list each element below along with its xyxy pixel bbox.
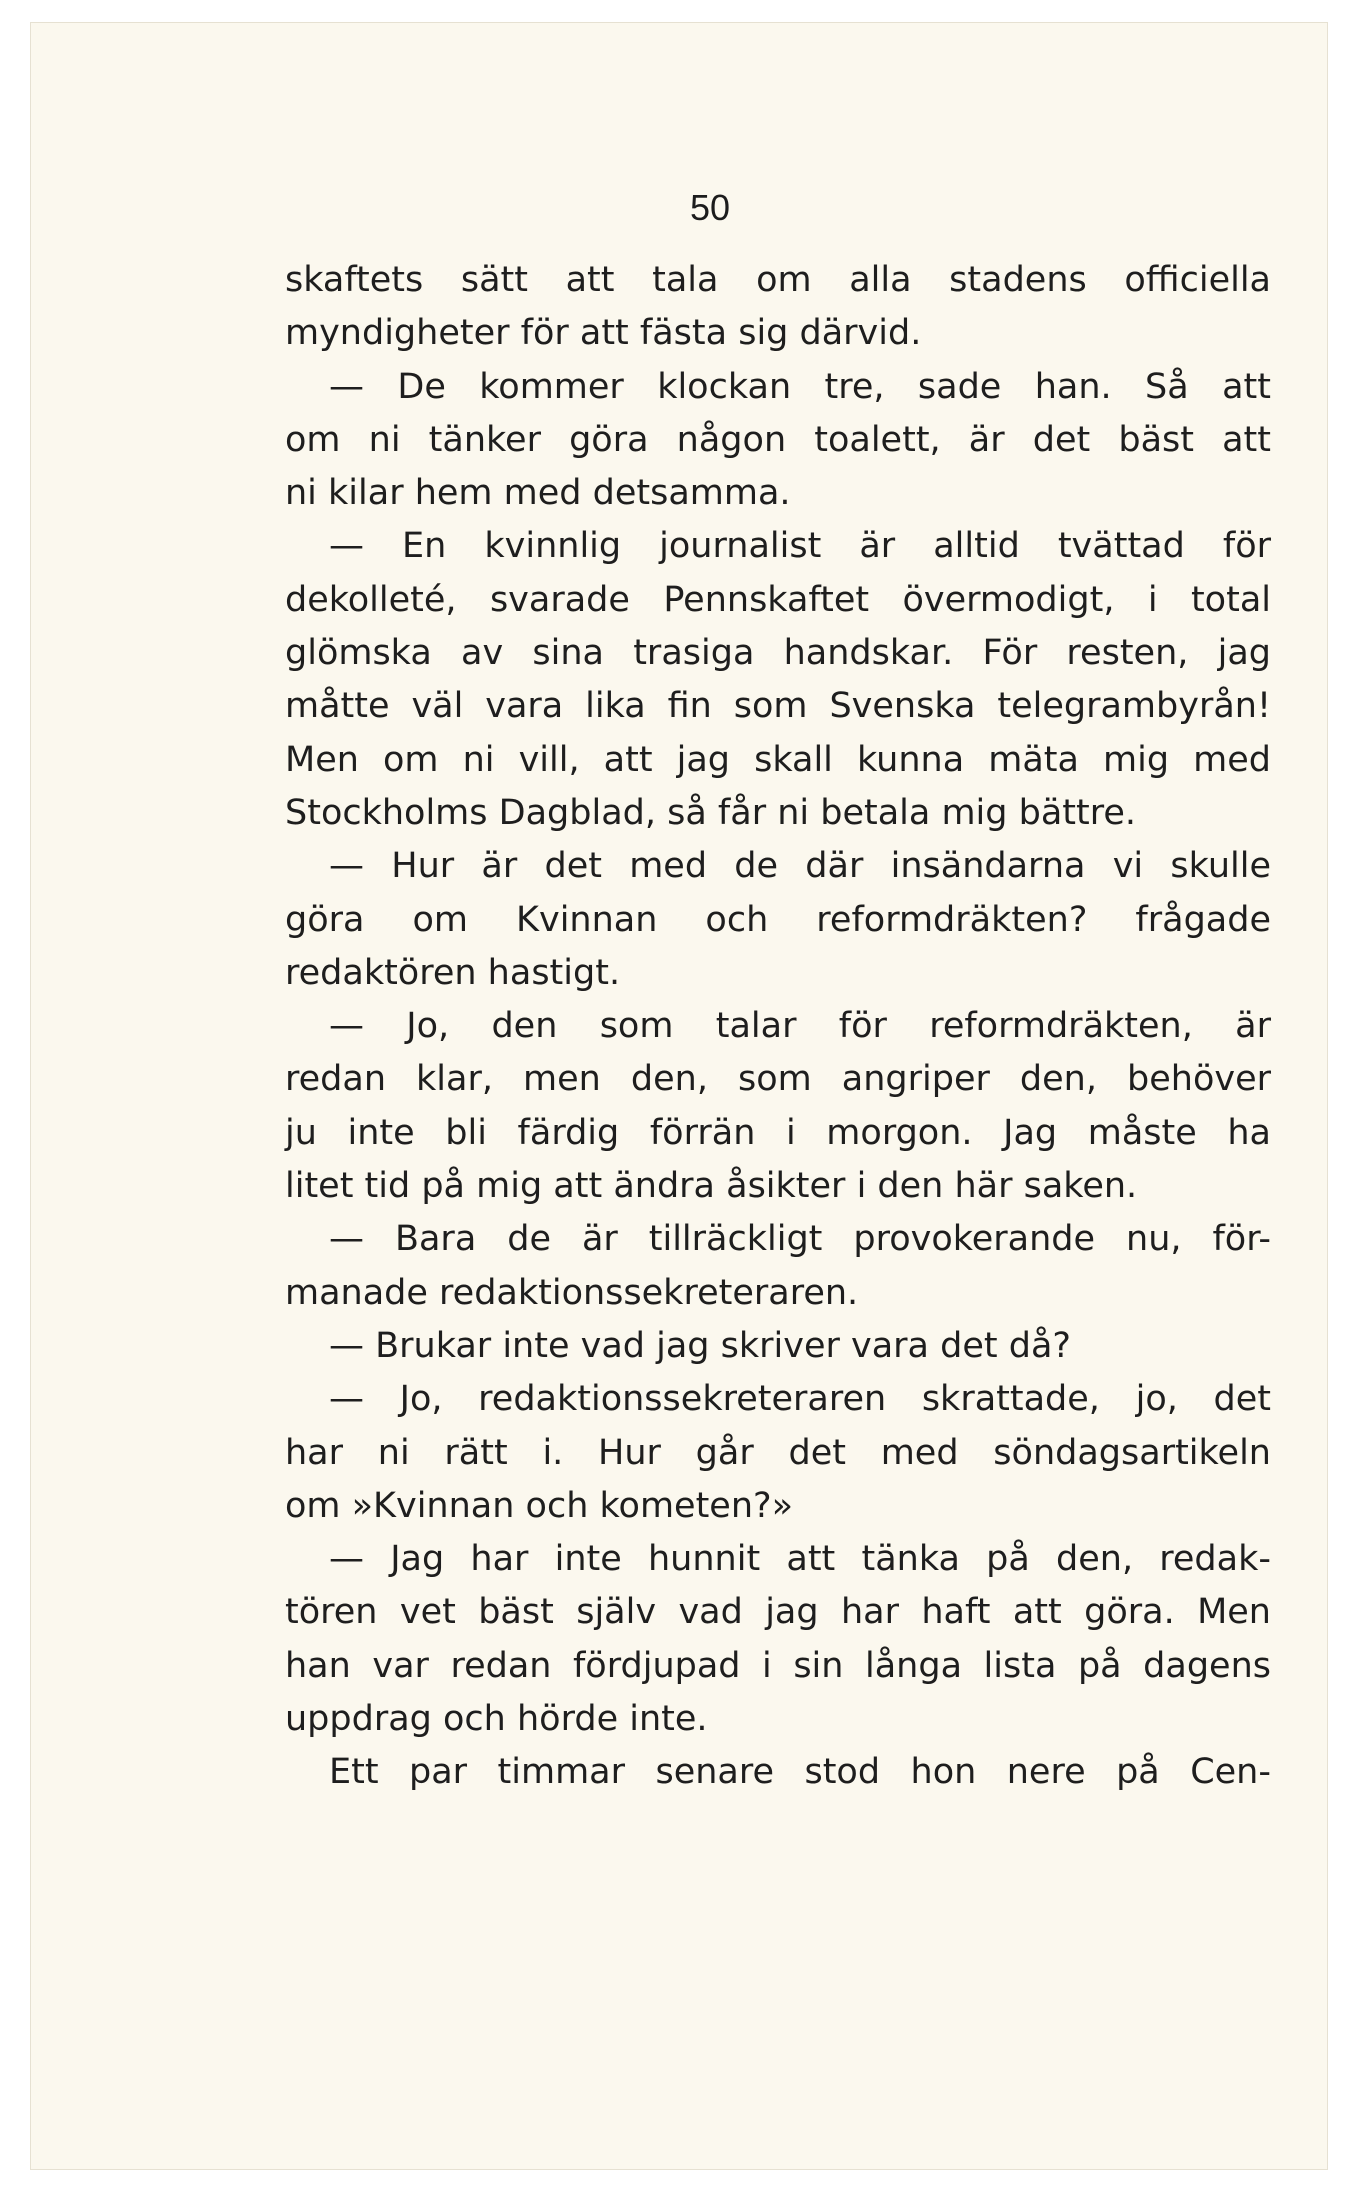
text-line: redan klar, men den, som angriper den, behöver <box>285 1059 1271 1100</box>
body-text <box>285 254 1271 1800</box>
text-line: måtte väl vara lika fin som Svenska telegrambyrån! <box>285 686 1271 727</box>
text-line: ni kilar hem med detsamma. <box>285 473 791 514</box>
text-line: — Bara de är tillräckligt provokerande nu, för- <box>329 1219 1271 1260</box>
text-line: tören vet bäst själv vad jag har haft att göra. Men <box>285 1592 1271 1633</box>
text-line: manade redaktionssekreteraren. <box>285 1272 859 1313</box>
page-number: 50 <box>689 187 731 228</box>
text-line: — Jo, redaktionssekreteraren skrattade, jo, det <box>329 1379 1271 1420</box>
text-line: — Hur är det med de där insändarna vi skulle <box>329 846 1271 887</box>
text-line: skaftets sätt att tala om alla stadens officiella <box>285 260 1271 300</box>
text-line: om ni tänker göra någon toalett, är det bäst att <box>285 419 1271 460</box>
text-line: har ni rätt i. Hur går det med söndagsartikeln <box>285 1432 1271 1473</box>
text-line: Men om ni vill, att jag skall kunna mäta mig med <box>285 739 1271 780</box>
text-line: om »Kvinnan och kometen?» <box>285 1485 794 1526</box>
text-line: Ett par timmar senare stod hon nere på Cen- <box>329 1752 1271 1793</box>
text-line: göra om Kvinnan och reformdräkten? frågade <box>285 899 1271 940</box>
text-line: myndigheter för att fästa sig därvid. <box>285 313 922 354</box>
text-line: redaktören hastigt. <box>285 952 621 993</box>
text-line: litet tid på mig att ändra åsikter i den här saken. <box>285 1166 1138 1207</box>
text-line: dekolleté, svarade Pennskaftet övermodigt, i total <box>285 579 1271 620</box>
text-line: glömska av sina trasiga handskar. För resten, jag <box>285 633 1271 674</box>
text-line: han var redan fördjupad i sin långa lista på dagens <box>285 1645 1271 1686</box>
text-line: ju inte bli färdig förrän i morgon. Jag måste ha <box>285 1112 1271 1153</box>
text-line: — De kommer klockan tre, sade han. Så att <box>329 366 1271 407</box>
text-line: — Jag har inte hunnit att tänka på den, redak- <box>329 1539 1271 1580</box>
text-line: uppdrag och hörde inte. <box>285 1699 708 1740</box>
book-page <box>30 22 1328 2170</box>
text-line: — En kvinnlig journalist är alltid tvättad för <box>329 526 1271 567</box>
text-line: — Brukar inte vad jag skriver vara det då? <box>329 1325 1071 1366</box>
text-line: — Jo, den som talar för reformdräkten, är <box>329 1006 1271 1047</box>
text-line: Stockholms Dagblad, så får ni betala mig bättre. <box>285 792 1137 833</box>
